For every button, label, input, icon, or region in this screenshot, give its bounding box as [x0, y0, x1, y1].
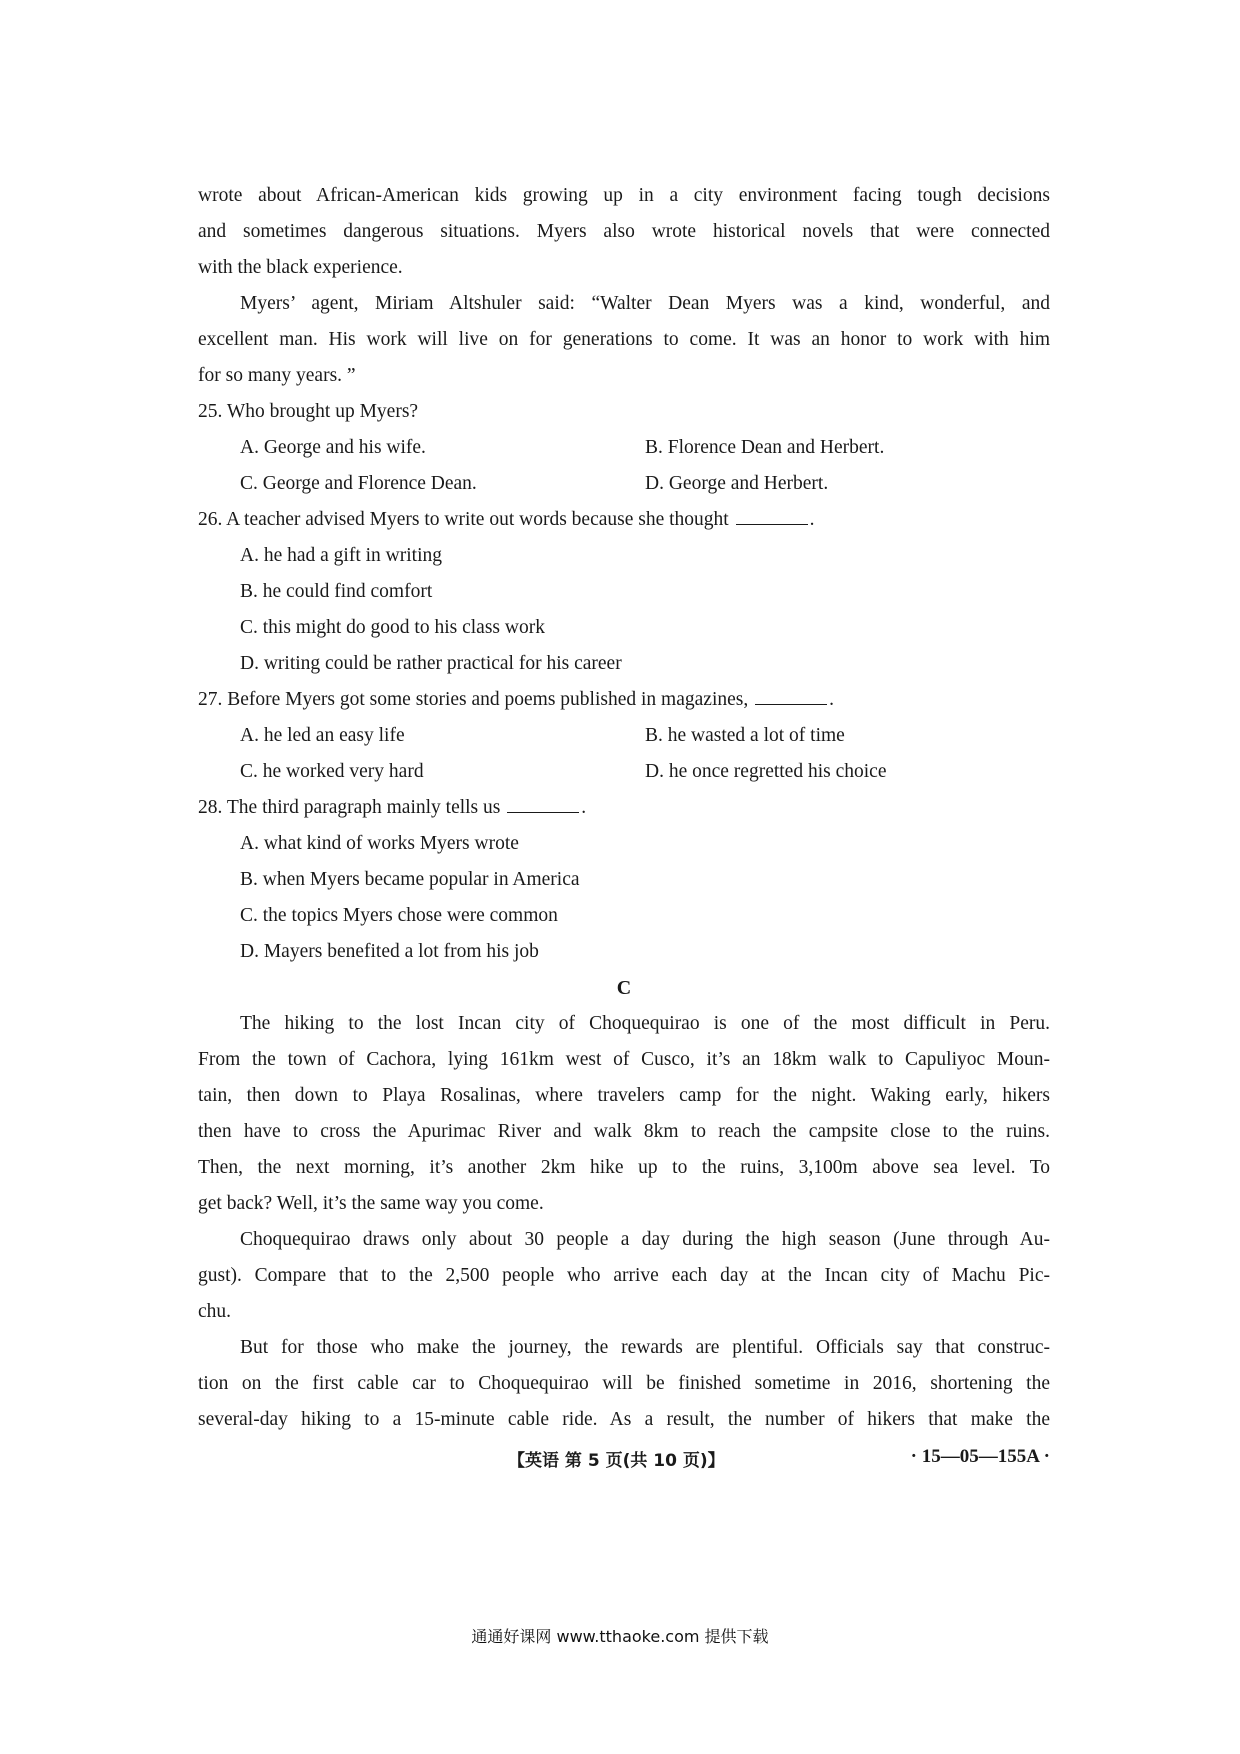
text-line: The hiking to the lost Incan city of Choquequirao is one of the most difficult in Peru.: [240, 1013, 1050, 1034]
option-c: C. the topics Myers chose were common: [240, 905, 558, 926]
footer-subject-page: 【英语 第 5 页(共 10 页)】: [508, 1451, 725, 1471]
continuation-paragraph: [198, 178, 1050, 286]
section-heading: C: [616, 977, 632, 999]
option-d: D. Mayers benefited a lot from his job: [240, 941, 539, 962]
answer-blank: [736, 506, 808, 525]
question-stem: [198, 682, 1050, 718]
text-line: wrote about African-American kids growing up in a city environment facing tough decisions: [198, 185, 1050, 206]
page-footer: [198, 1446, 1050, 1476]
text-line: tion on the first cable car to Choquequirao will be finished sometime in 2016, shortening the: [198, 1373, 1050, 1394]
section-c-paragraph-2: [198, 1222, 1050, 1330]
answer-blank: [507, 794, 579, 813]
question-stem: [198, 790, 1050, 826]
text-line: Choquequirao draws only about 30 people a day during the high season (June through Au-: [240, 1229, 1050, 1250]
question-28: [198, 790, 1050, 970]
text-line: several-day hiking to a 15-minute cable ride. As a result, the number of hikers that make the: [198, 1409, 1050, 1430]
text-line: get back? Well, it’s the same way you come.: [198, 1193, 544, 1214]
quote-paragraph: [198, 286, 1050, 394]
option-c: C. George and Florence Dean.: [240, 473, 477, 494]
option-b: B. he could find comfort: [240, 581, 433, 602]
option-row: [198, 718, 1050, 754]
option-c: C. this might do good to his class work: [240, 617, 545, 638]
section-c-paragraph-3: [198, 1330, 1050, 1438]
text-line: and sometimes dangerous situations. Myers also wrote historical novels that were connected: [198, 221, 1050, 242]
question-stem-text: 26. A teacher advised Myers to write out words because she thought: [198, 509, 729, 530]
option-row: [198, 466, 1050, 502]
text-line: But for those who make the journey, the rewards are plentiful. Officials say that construc-: [240, 1337, 1050, 1358]
text-line: tain, then down to Playa Rosalinas, where travelers camp for the night. Waking early, hikers: [198, 1085, 1050, 1106]
text-line: Myers’ agent, Miriam Altshuler said: “Walter Dean Myers was a kind, wonderful, and: [240, 293, 1050, 314]
text-line: From the town of Cachora, lying 161km west of Cusco, it’s an 18km walk to Capuliyoc Moun-: [198, 1049, 1050, 1070]
footer-code: · 15—05—155A ·: [910, 1446, 1050, 1467]
option-row: [198, 430, 1050, 466]
option-b: B. when Myers became popular in America: [240, 869, 580, 890]
section-c-paragraph-1: [198, 1006, 1050, 1222]
option-d: D. writing could be rather practical for his career: [240, 653, 622, 674]
question-stem: [198, 502, 1050, 538]
stem-end: .: [581, 797, 587, 818]
option-b: B. Florence Dean and Herbert.: [645, 437, 885, 458]
question-27: [198, 682, 1050, 790]
question-stem-text: 28. The third paragraph mainly tells us: [198, 797, 501, 818]
text-line: for so many years. ”: [198, 365, 356, 386]
option-a: A. what kind of works Myers wrote: [240, 833, 519, 854]
option-a: A. he led an easy life: [240, 725, 405, 746]
question-25: [198, 394, 1050, 502]
option-b: B. he wasted a lot of time: [645, 725, 845, 746]
question-26: [198, 502, 1050, 682]
option-a: A. George and his wife.: [240, 437, 426, 458]
option-c: C. he worked very hard: [240, 761, 424, 782]
stem-end: .: [809, 509, 815, 530]
exam-page: [198, 178, 1050, 1438]
text-line: with the black experience.: [198, 257, 403, 278]
stem-end: .: [829, 689, 834, 710]
question-stem-text: 27. Before Myers got some stories and poems published in magazines,: [198, 689, 749, 710]
text-line: excellent man. His work will live on for generations to come. It was an honor to work with him: [198, 329, 1050, 350]
text-line: Then, the next morning, it’s another 2km hike up to the ruins, 3,100m above sea level. To: [198, 1157, 1050, 1178]
option-d: D. George and Herbert.: [645, 473, 829, 494]
download-watermark: 通通好课网 www.tthaoke.com 提供下载: [471, 1627, 769, 1646]
option-a: A. he had a gift in writing: [240, 545, 442, 566]
question-stem: 25. Who brought up Myers?: [198, 401, 419, 422]
text-line: then have to cross the Apurimac River and walk 8km to reach the campsite close to the ruins.: [198, 1121, 1050, 1142]
text-line: gust). Compare that to the 2,500 people who arrive each day at the Incan city of Machu Pic-: [198, 1265, 1050, 1286]
answer-blank: [755, 686, 827, 705]
option-row: [198, 754, 1050, 790]
option-d: D. he once regretted his choice: [645, 761, 887, 782]
text-line: chu.: [198, 1301, 232, 1322]
